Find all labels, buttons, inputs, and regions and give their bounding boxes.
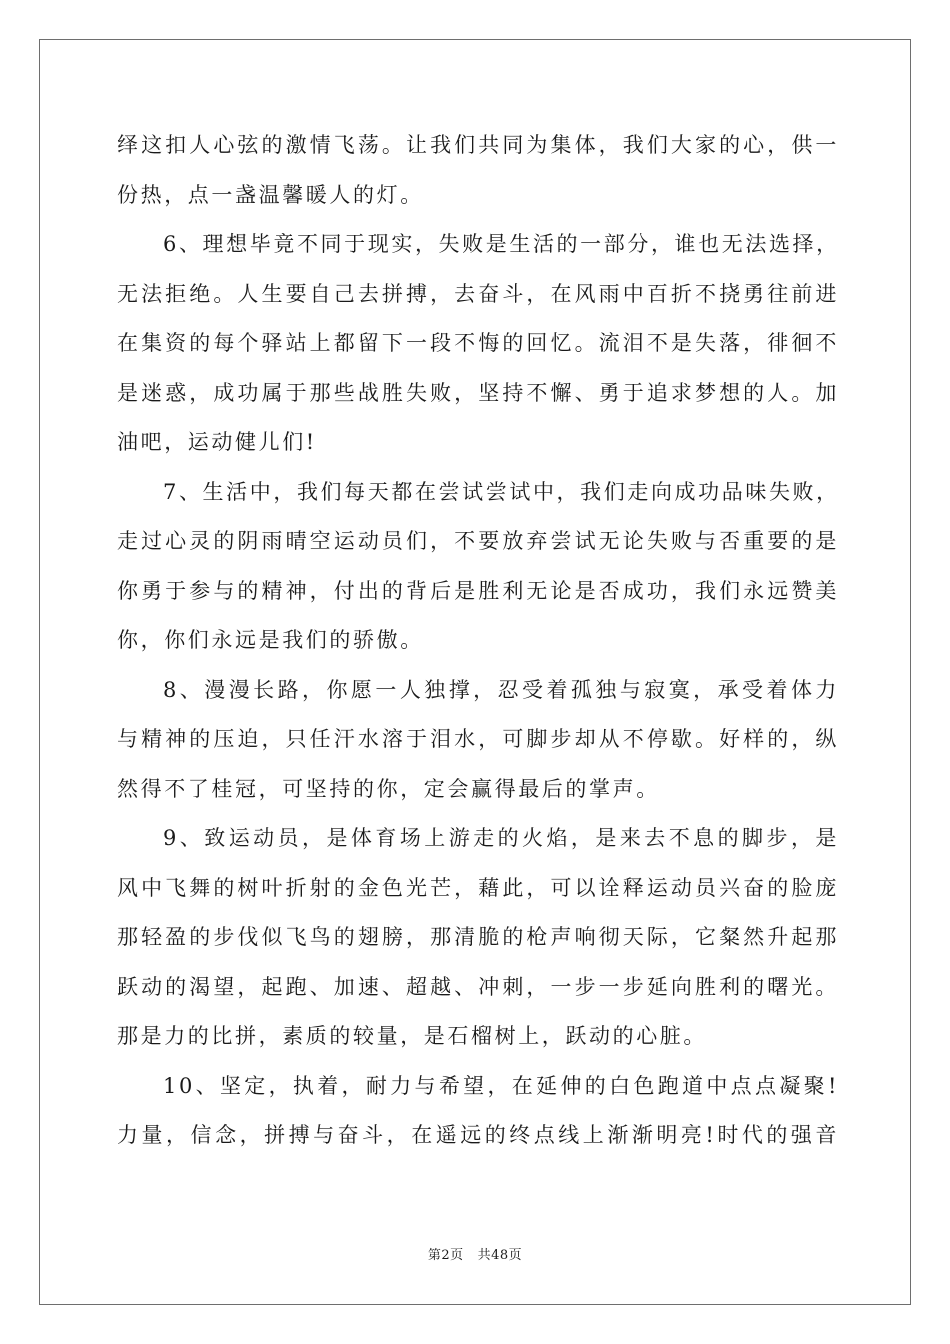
paragraph-first-line: 9、致运动员，是体育场上游走的火焰，是来去不息的脚步，是 [163,826,839,850]
text-line: 那轻盈的步伐似飞鸟的翅膀，那清脆的枪声响彻天际，它粲然升起那 [117,925,839,949]
paragraph-first-line: 10、坚定，执着，耐力与希望，在延伸的白色跑道中点点凝聚! [163,1073,839,1098]
text-line: 你勇于参与的精神，付出的背后是胜利无论是否成功，我们永远赞美 [117,578,839,603]
paragraph-first-line: 8、漫漫长路，你愿一人独撑，忍受着孤独与寂寞，承受着体力 [163,677,839,702]
paragraph-first-line: 6、理想毕竟不同于现实，失败是生活的一部分，谁也无法选择， [163,232,840,256]
text-line: 油吧，运动健儿们! [117,430,317,454]
text-line: 无法拒绝。人生要自己去拼搏，去奋斗，在风雨中百折不挠勇往前进 [117,281,839,306]
document-body [117,121,839,1161]
text-line: 走过心灵的阴雨晴空运动员们，不要放弃尝试无论失败与否重要的是 [117,529,839,553]
total-pages: 共48页 [477,1248,523,1263]
text-line: 跃动的渴望，起跑、加速、超越、冲刺，一步一步延向胜利的曙光。 [117,974,839,999]
text-line: 你，你们永远是我们的骄傲。 [117,628,424,652]
text-line: 然得不了桂冠，可坚持的你，定会赢得最后的掌声。 [117,776,660,801]
text-line: 那是力的比拼，素质的较量，是石榴树上，跃动的心脏。 [117,1024,707,1048]
text-line: 是迷惑，成功属于那些战胜失败，坚持不懈、勇于追求梦想的人。加 [117,380,839,405]
text-line: 绎这扣人心弦的激情飞荡。让我们共同为集体，我们大家的心，供一 [117,133,839,157]
text-line: 力量，信念，拼搏与奋斗，在遥远的终点线上渐渐明亮!时代的强音 [117,1123,839,1147]
text-line: 风中飞舞的树叶折射的金色光芒，藉此，可以诠释运动员兴奋的脸庞 [117,875,839,900]
paragraph-first-line: 7、生活中，我们每天都在尝试尝试中，我们走向成功品味失败， [163,479,840,504]
text-line: 与精神的压迫，只任汗水溶于泪水，可脚步却从不停歇。好样的，纵 [117,727,839,751]
text-line: 在集资的每个驿站上都留下一段不悔的回忆。流泪不是失落，徘徊不 [117,331,839,355]
page-footer [0,1244,950,1263]
page-number: 第2页 [427,1248,464,1263]
text-line: 份热，点一盏温馨暖人的灯。 [117,182,424,207]
